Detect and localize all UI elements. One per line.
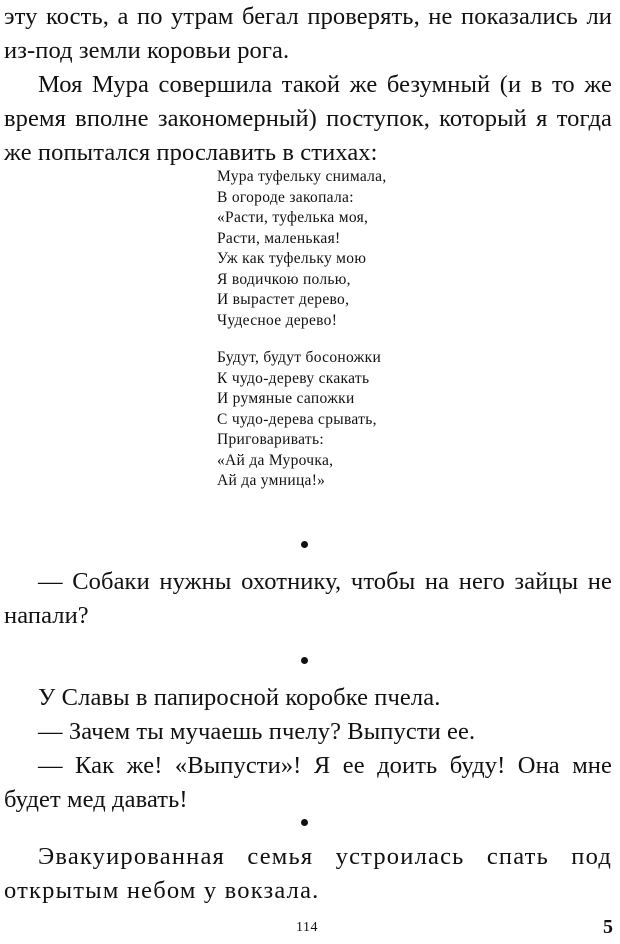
paragraph-continuation: эту кость, а по утрам бегал проверять, не показались ли из-под земли коровьи рога.	[4, 3, 612, 64]
intro-text	[4, 0, 612, 170]
poem-line: Будут, будут босоножки	[217, 349, 382, 366]
poem-line: С чудо-дерева срывать,	[217, 410, 377, 428]
paragraph-dogs: — Собаки нужны охотнику, чтобы на него зайцы не напали?	[4, 568, 612, 629]
paragraph-bee-3: — Как же! «Выпусти»! Я ее доить буду! Она мне будет мед давать!	[4, 752, 612, 813]
paragraph-bee-1: У Славы в папиросной коробке пчела.	[38, 684, 441, 711]
poem-line: К чудо-дереву скакать	[217, 369, 370, 387]
poem-line: Я водичкою полью,	[217, 270, 351, 288]
folio-number: 114	[296, 920, 318, 935]
poem-line: Мура туфельку снимала,	[217, 168, 387, 185]
poem-line: И вырастет дерево,	[217, 291, 350, 308]
paragraph-evacuated: Эвакуированная семья устроилась спать под открытым небом у вокзала.	[4, 843, 612, 904]
poem-line: «Ай да Мурочка,	[217, 451, 334, 469]
section-hunter	[4, 565, 612, 633]
poem-stanza-1	[217, 167, 477, 331]
poem-line: Ай да умница!»	[217, 472, 326, 489]
section-separator-dot	[301, 819, 308, 826]
paragraph-mura: Моя Мура совершила такой же безумный (и в то же время вполне закономерный) поступок, который я тогда же попытался прославить в стихах:	[4, 71, 612, 166]
paragraph-bee-2: — Зачем ты мучаешь пчелу? Выпусти ее.	[38, 718, 476, 745]
poem-line: Чудесное дерево!	[217, 311, 338, 329]
poem-line: Расти, маленькая!	[217, 229, 341, 247]
poem-line: Уж как туфельку мою	[217, 250, 367, 267]
poem-line: Приговаривать:	[217, 431, 324, 448]
section-separator-dot	[301, 657, 308, 664]
poem-line: В огороде закопала:	[217, 188, 354, 206]
page-number: 5	[603, 916, 613, 938]
section-bee	[4, 681, 612, 817]
section-separator-dot	[301, 541, 308, 548]
poem-line: «Расти, туфелька моя,	[217, 209, 369, 226]
poem-stanza-2	[217, 348, 477, 492]
section-evacuated	[4, 840, 612, 908]
poem-line: И румяные сапожки	[217, 390, 355, 407]
